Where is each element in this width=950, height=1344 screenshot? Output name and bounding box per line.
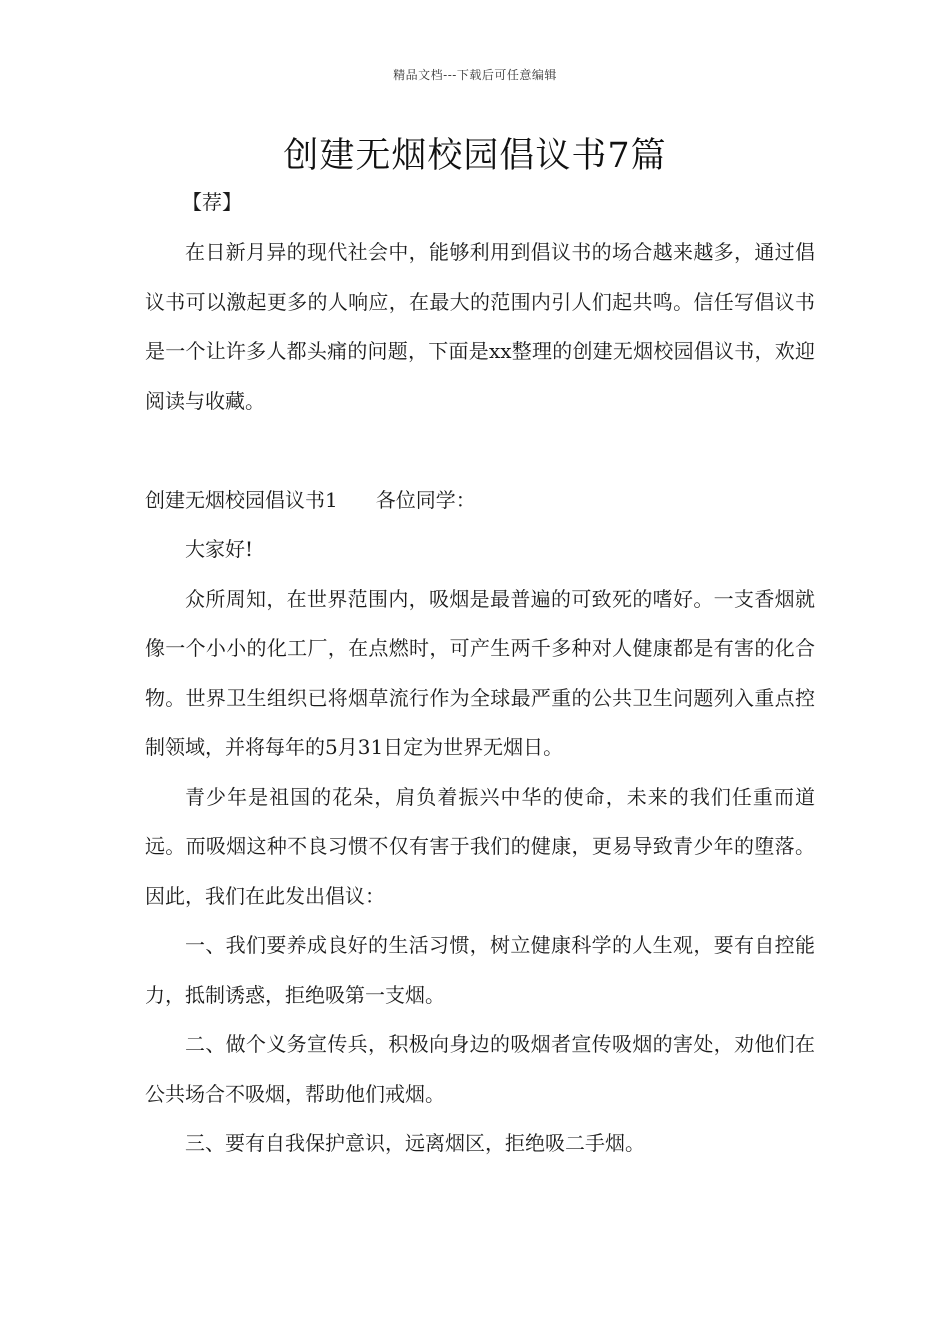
greeting: 大家好! xyxy=(185,537,254,561)
recommend-tag: 【荐】 xyxy=(182,190,242,214)
body-paragraph: 青少年是祖国的花朵，肩负着振兴中华的使命，未来的我们任重而道远。而吸烟这种不良习惯不仅有害于我们的健康，更易导致青少年的堕落。因此，我们在此发出倡议： xyxy=(145,784,815,908)
body-paragraph: 众所周知，在世界范围内，吸烟是最普遍的可致死的嗜好。一支香烟就像一个小小的化工厂，在点燃时，可产生两千多种对人健康都是有害的化合物。世界卫生组织已将烟草流行作为全球最严重的公共卫生问题列入重点控制领域，并将每年的5月31日定为世界无烟日。 xyxy=(145,586,815,759)
proposal-item: 三、要有自我保护意识，远离烟区，拒绝吸二手烟。 xyxy=(185,1131,645,1155)
intro-paragraph: 在日新月异的现代社会中，能够利用到倡议书的场合越来越多，通过倡议书可以激起更多的人响应，在最大的范围内引人们起共鸣。信任写倡议书是一个让许多人都头痛的问题，下面是xx整理的创建无烟校园倡议书，欢迎阅读与收藏。 xyxy=(145,240,815,413)
proposal-item: 二、做个义务宣传兵，积极向身边的吸烟者宣传吸烟的害处，劝他们在公共场合不吸烟，帮助他们戒烟。 xyxy=(145,1032,815,1106)
salutation: 各位同学： xyxy=(375,487,476,512)
header-note: 精品文档---下载后可任意编辑 xyxy=(393,68,557,82)
document-title: 创建无烟校园倡议书7篇 xyxy=(283,136,667,176)
blank-line xyxy=(145,426,815,476)
section-heading-line xyxy=(145,476,815,526)
document-body xyxy=(145,228,815,1169)
proposal-item: 一、我们要养成良好的生活习惯，树立健康科学的人生观，要有自控能力，抵制诱惑，拒绝吸第一支烟。 xyxy=(145,933,815,1007)
section-heading: 创建无烟校园倡议书1 xyxy=(145,487,338,512)
